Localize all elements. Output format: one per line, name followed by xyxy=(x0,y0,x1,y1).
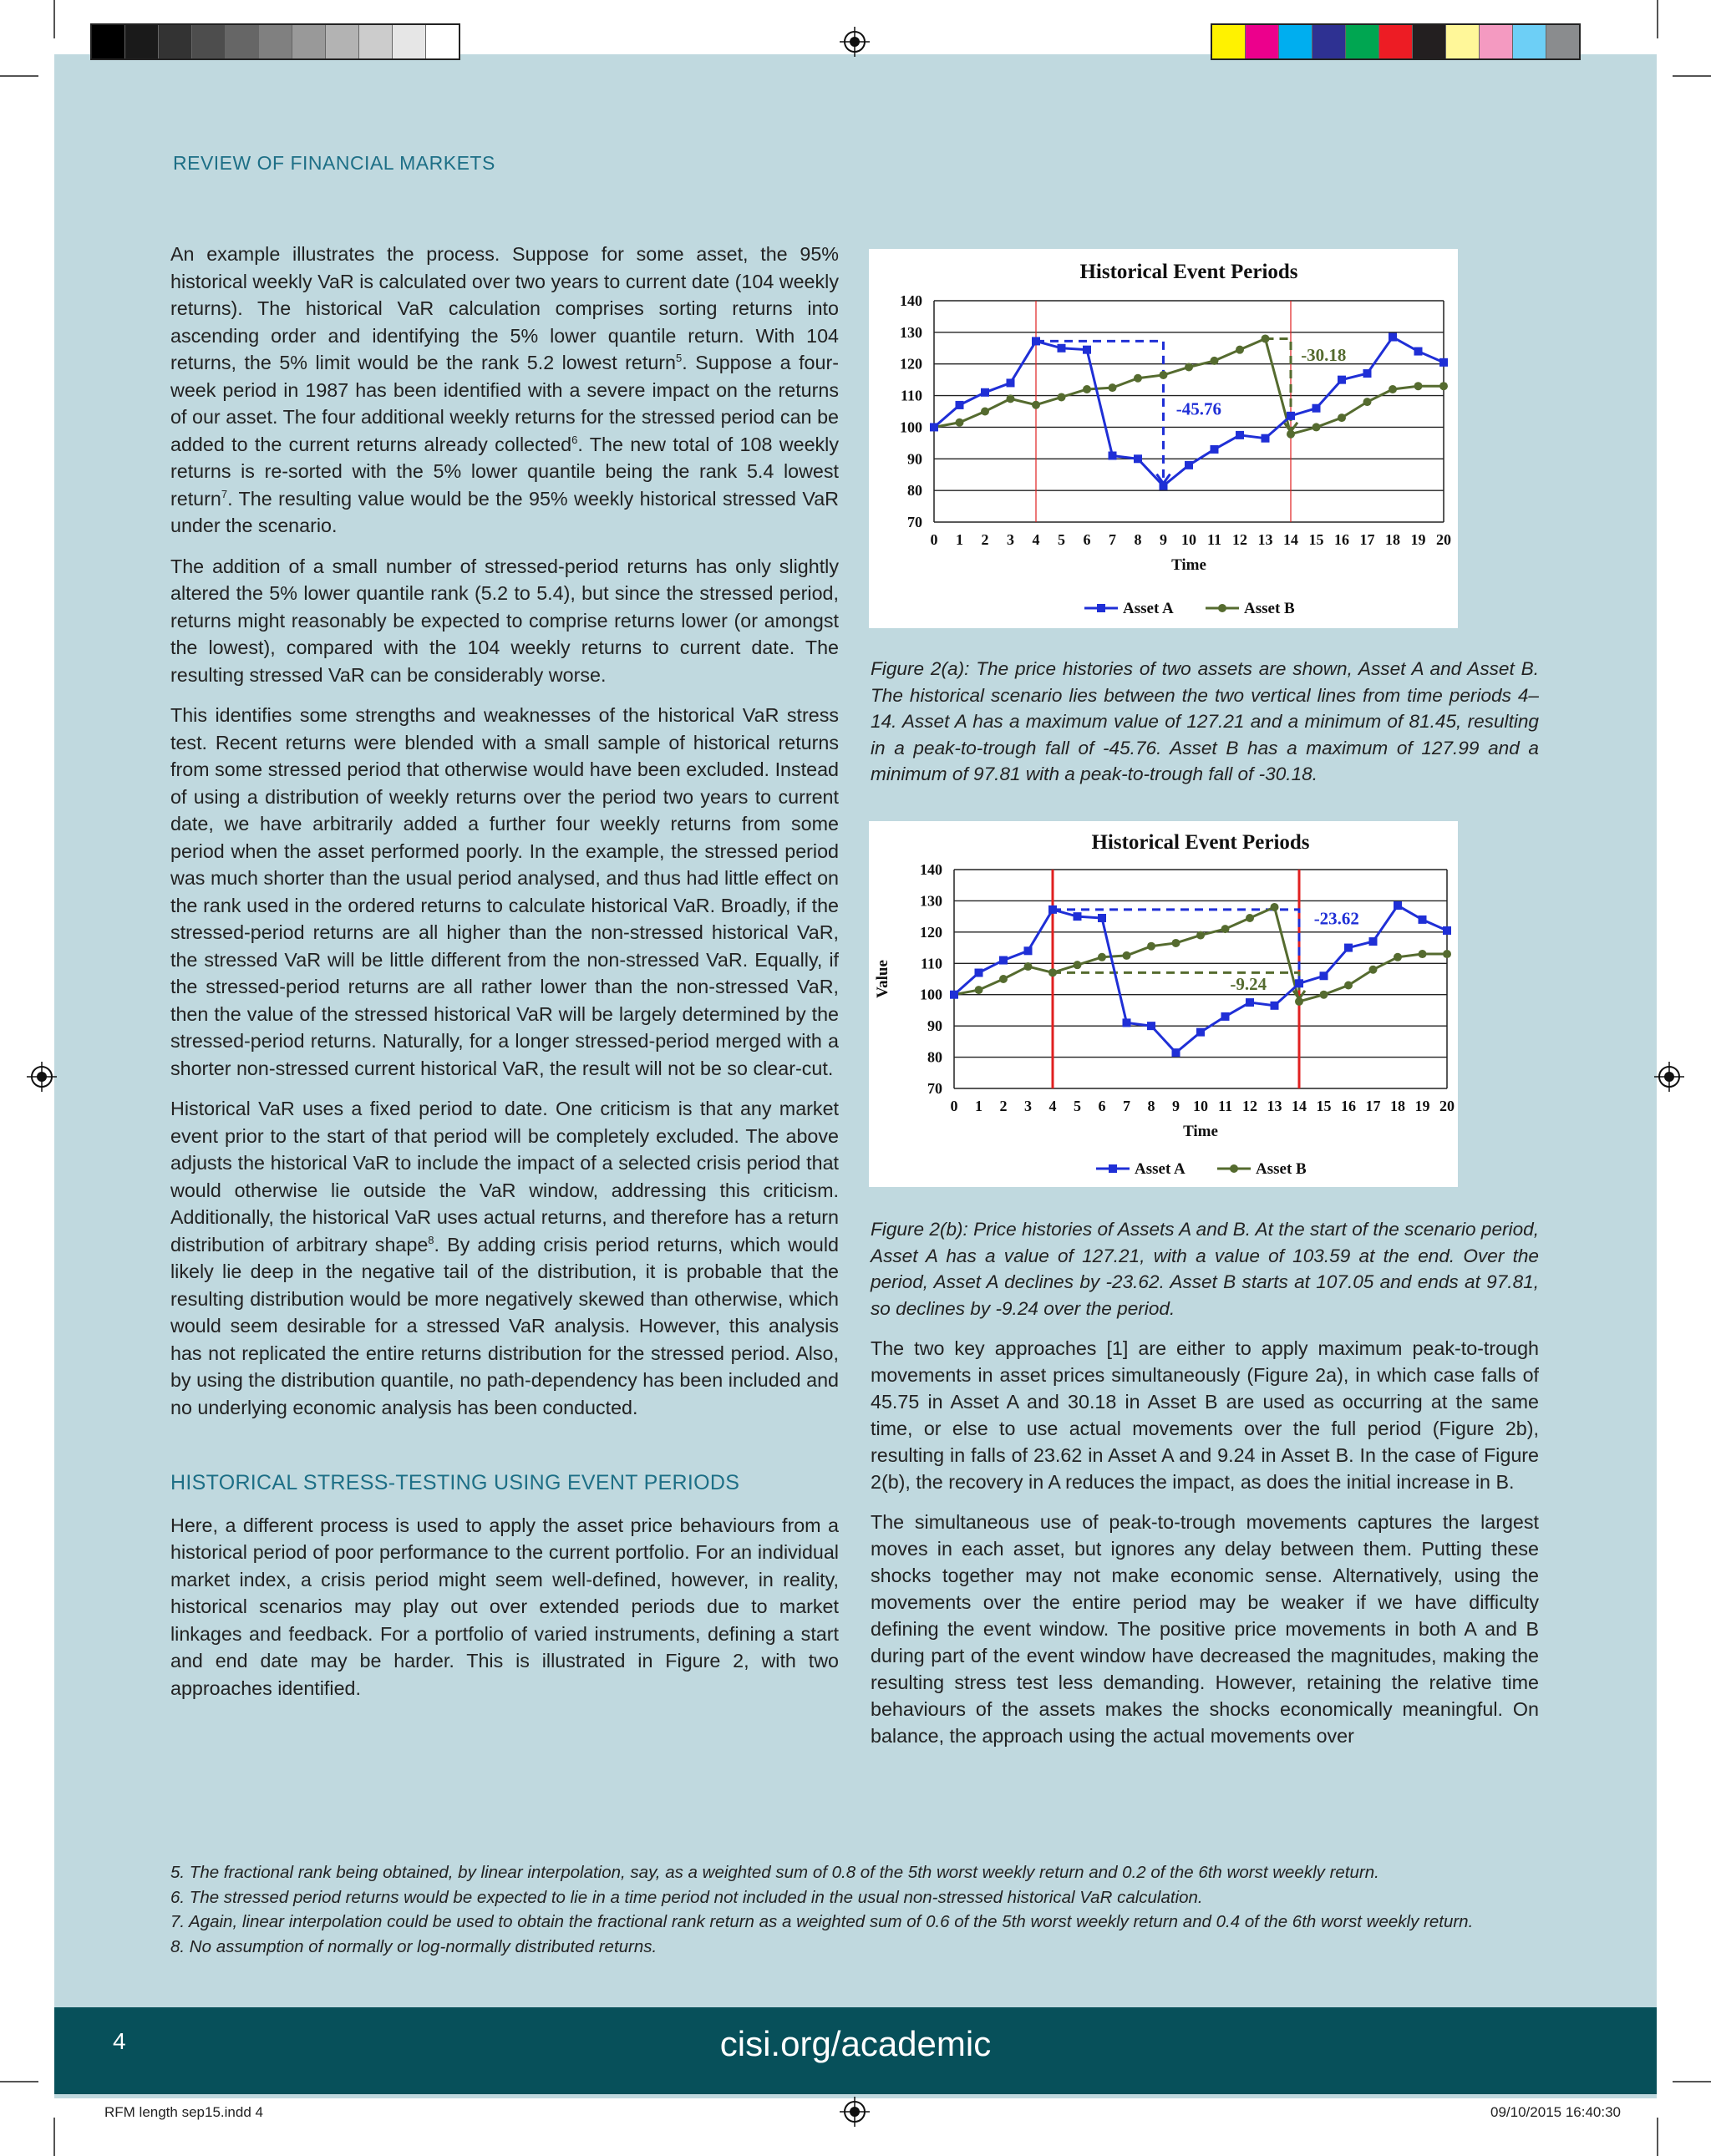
paragraph: This identifies some strengths and weaknesses of the historical VaR stress test. Recent returns were blended with a small sample of historical returns from some stressed period that otherwise would have been excluded. Instead of using a distribution of weekly returns over the period two years to current date, we have arbitrarily added a further four weekly returns from some period when the asset performed poorly. In the example, the stressed period was much shorter than the usual period analysed, and thus had little effect on the rank used in the ordered returns to calculate historical VaR. Broadly, if the stressed-period returns are all higher than the non-stressed historical VaR, the stressed VaR will be little different from the non-stressed VaR. Equally, if the stressed-period returns are all rather lower than the non-stressed VaR, then the value of the stressed historical VaR will be largely determined by the stressed-period returns. Naturally, for a longer stressed-period merged with a shorter non-stressed current historical VaR, the result will not be so clear-cut. xyxy=(170,704,839,1079)
crop-mark xyxy=(1673,75,1711,77)
data-point-asset-a xyxy=(1134,454,1142,463)
data-point-asset-b xyxy=(1312,423,1321,431)
data-point-asset-a xyxy=(975,969,983,977)
x-tick-label: 15 xyxy=(1316,1098,1332,1114)
data-point-asset-a xyxy=(1083,346,1091,354)
crop-mark xyxy=(1657,0,1658,38)
data-point-asset-a xyxy=(1439,358,1448,367)
y-tick-label: 120 xyxy=(900,355,922,373)
crop-mark xyxy=(1657,2118,1658,2156)
crop-mark xyxy=(0,2081,38,2082)
data-point-asset-b xyxy=(1344,981,1353,989)
grayscale-color-bar xyxy=(90,23,460,60)
y-tick-label: 110 xyxy=(900,387,922,404)
data-point-asset-b xyxy=(1196,931,1205,940)
data-point-asset-a xyxy=(1160,482,1168,490)
data-point-asset-b xyxy=(1246,914,1254,922)
data-point-asset-b xyxy=(1147,942,1155,951)
data-point-asset-a xyxy=(1443,926,1451,935)
data-point-asset-b xyxy=(1123,951,1131,960)
footnote: 8. No assumption of normally or log-normally distributed returns. xyxy=(170,1936,657,1956)
y-tick-label: 110 xyxy=(920,955,942,972)
data-point-asset-b xyxy=(975,986,983,994)
left-column xyxy=(170,241,839,1715)
data-point-asset-b xyxy=(1295,997,1303,1006)
x-tick-label: 11 xyxy=(1217,1098,1233,1114)
data-point-asset-b xyxy=(1221,925,1230,933)
data-point-asset-b xyxy=(981,408,989,416)
data-point-asset-b xyxy=(1185,363,1193,372)
x-tick-label: 4 xyxy=(1048,1098,1057,1114)
x-tick-label: 6 xyxy=(1083,531,1091,548)
x-tick-label: 8 xyxy=(1134,531,1142,548)
data-point-asset-a xyxy=(1032,337,1040,345)
data-point-asset-b xyxy=(1098,953,1106,961)
x-tick-label: 12 xyxy=(1232,531,1247,548)
data-point-asset-b xyxy=(1172,939,1180,947)
footnote: 5. The fractional rank being obtained, by linear interpolation, say, as a weighted sum of 0.8 of the 5th worst weekly return and 0.2 of the 6th worst weekly return. xyxy=(170,1863,1379,1882)
chart-svg xyxy=(869,821,1458,1187)
data-point-asset-a xyxy=(1058,344,1066,353)
running-head: REVIEW OF FINANCIAL MARKETS xyxy=(173,152,495,174)
data-point-asset-b xyxy=(956,419,964,427)
data-point-asset-a xyxy=(1211,445,1219,454)
y-tick-label: 80 xyxy=(907,482,922,500)
x-tick-label: 16 xyxy=(1334,531,1349,548)
paragraph: Historical VaR uses a fixed period to date. One criticism is that any market event prior to the start of that period will be completely excluded. The above adjusts the historical VaR to include the impact of a selected crisis period that would otherwise lie outside the VaR window, addressing this criticism. Additionally, the historical VaR uses actual returns, and therefore has a return distribution of arbitrary shape$^8$. By adding crisis period returns, which would likely lie deep in the negative tail of the distribution, it is probable that the resulting distribution would be more negatively skewed than otherwise, which would seem desirable for a stressed VaR analysis. However, this analysis has not replicated the entire returns distribution for the stressed period. Also, by using the distribution quantile, no path-dependency has been included and no underlying economic analysis has been conducted. xyxy=(170,1098,839,1418)
data-point-asset-a xyxy=(1221,1012,1230,1021)
footer-url[interactable]: cisi.org/academic xyxy=(719,2024,992,2063)
data-point-asset-b xyxy=(1320,991,1328,999)
paragraph: The simultaneous use of peak-to-trough movements captures the largest moves in each asset, but ignores any delay between them. Putting these shocks together may not make economic sense. Alternatively, using the movements over the entire period may be weaker if we have difficulty defining the event window. The positive price movements in both A and B during part of the event window have decreased the magnitudes, making the resulting stress test less demanding. However, retaining the relative time behaviours of the assets makes the shocks economically meaningful. On balance, the approach using the actual movements over xyxy=(871,1511,1539,1747)
chart-svg xyxy=(869,249,1458,628)
legend-marker-asset-a xyxy=(1097,604,1105,612)
data-point-asset-a xyxy=(1389,333,1397,342)
figure-2a-caption: Figure 2(a): The price histories of two assets are shown, Asset A and Asset B. The historical scenario lies between the two vertical lines from time periods 4–14. Asset A has a maximum value of 127.21 and a minimum of 81.45, resulting in a peak-to-trough fall of -45.76. Asset B has a maximum of 127.99 and a minimum of 97.81 with a peak-to-trough fall of -30.18. xyxy=(871,658,1539,784)
x-tick-label: 0 xyxy=(930,531,938,548)
registration-mark-icon xyxy=(1654,1062,1684,1092)
figure-2b-chart xyxy=(869,821,1458,1187)
data-point-asset-a xyxy=(1109,452,1117,460)
data-point-asset-b xyxy=(999,975,1008,983)
data-point-asset-a xyxy=(1007,378,1015,387)
data-point-asset-b xyxy=(1439,382,1448,390)
data-point-asset-a xyxy=(1419,916,1427,924)
data-point-asset-b xyxy=(1024,962,1033,971)
annotation-label: -45.76 xyxy=(1175,398,1221,419)
footnote: 7. Again, linear interpolation could be used to obtain the fractional rank return as a weighted sum of 0.6 of the 5th worst weekly return and 0.4 of the 6th worst weekly return. xyxy=(170,1912,1474,1931)
x-tick-label: 17 xyxy=(1365,1098,1381,1114)
crop-mark xyxy=(0,75,38,77)
data-point-asset-a xyxy=(1295,979,1303,987)
data-point-asset-a xyxy=(1074,912,1082,921)
x-tick-label: 7 xyxy=(1109,531,1116,548)
data-point-asset-a xyxy=(1236,431,1244,439)
data-point-asset-a xyxy=(1246,998,1254,1007)
slug-timestamp: 09/10/2015 16:40:30 xyxy=(1490,2104,1621,2120)
data-point-asset-b xyxy=(1262,334,1270,342)
x-tick-label: 4 xyxy=(1032,531,1040,548)
data-point-asset-b xyxy=(1419,950,1427,958)
data-point-asset-b xyxy=(1058,393,1066,401)
x-tick-label: 15 xyxy=(1308,531,1324,548)
process-color-bar xyxy=(1211,23,1581,60)
y-tick-label: 130 xyxy=(900,323,922,341)
x-tick-label: 19 xyxy=(1410,531,1426,548)
registration-mark-icon xyxy=(27,1062,57,1092)
x-tick-label: 3 xyxy=(1024,1098,1032,1114)
data-point-asset-a xyxy=(956,401,964,409)
chart-title: Historical Event Periods xyxy=(1079,261,1298,283)
data-point-asset-a xyxy=(1024,946,1033,955)
x-tick-label: 8 xyxy=(1147,1098,1155,1114)
data-point-asset-a xyxy=(981,388,989,397)
y-tick-label: 140 xyxy=(900,292,922,309)
y-tick-label: 80 xyxy=(927,1048,942,1066)
figure-2a-chart xyxy=(869,249,1458,628)
page-number: 4 xyxy=(113,2028,126,2054)
paragraph: Here, a different process is used to apply the asset price behaviours from a historical period of poor performance to the current portfolio. For an individual market index, a crisis period might seem well-defined, however, in reality, historical scenarios may play out over extended periods due to market linkages and feedback. For a portfolio of varied instruments, defining a start and end date may be harder. This is illustrated in Figure 2, with two approaches identified. xyxy=(170,1514,839,1699)
data-point-asset-b xyxy=(1236,346,1244,354)
legend-marker-asset-a xyxy=(1109,1164,1117,1173)
x-tick-label: 3 xyxy=(1007,531,1014,548)
data-point-asset-a xyxy=(1414,347,1423,356)
crop-mark xyxy=(53,0,55,38)
x-tick-label: 13 xyxy=(1267,1098,1282,1114)
legend-label: Asset B xyxy=(1256,1160,1307,1178)
x-tick-label: 5 xyxy=(1074,1098,1081,1114)
data-point-asset-b xyxy=(1443,950,1451,958)
data-point-asset-b xyxy=(1211,357,1219,365)
data-point-asset-b xyxy=(1083,385,1091,393)
data-point-asset-a xyxy=(1098,914,1106,922)
x-tick-label: 7 xyxy=(1123,1098,1130,1114)
data-point-asset-b xyxy=(1338,413,1346,422)
data-point-asset-b xyxy=(1394,953,1402,961)
x-tick-label: 1 xyxy=(975,1098,982,1114)
data-point-asset-b xyxy=(1160,371,1168,379)
paragraph: The two key approaches [1] are either to apply maximum peak-to-trough movements in asset prices simultaneously (Figure 2a), in which case falls of 45.75 in Asset A and 30.18 in Asset B are used as occurring at the same time, or else to use actual movements over the full period (Figure 2b), resulting in falls of 23.62 in Asset A and 9.24 in Asset B. In the case of Figure 2(b), the recovery in A reduces the impact, as does the initial increase in B. xyxy=(871,1337,1539,1493)
legend-marker-asset-b xyxy=(1218,604,1226,612)
legend-marker-asset-b xyxy=(1230,1164,1238,1173)
x-tick-label: 18 xyxy=(1390,1098,1405,1114)
x-tick-label: 9 xyxy=(1160,531,1167,548)
figure-2b-caption: Figure 2(b): Price histories of Assets A and B. At the start of the scenario period, Asset A has a value of 127.21, with a value of 103.59 at the end. Over the period, Asset A declines by -23.62. Asset B starts at 107.05 and ends at 97.81, so declines by -9.24 over the period. xyxy=(871,1219,1539,1319)
right-column xyxy=(871,1335,1539,1763)
data-point-asset-b xyxy=(1007,394,1015,403)
data-point-asset-a xyxy=(1363,369,1372,378)
footnotes xyxy=(170,1860,1541,1959)
data-point-asset-a xyxy=(1147,1022,1155,1030)
data-point-asset-b xyxy=(1271,903,1279,911)
data-point-asset-a xyxy=(1312,404,1321,413)
data-point-asset-b xyxy=(1369,966,1378,974)
y-tick-label: 100 xyxy=(920,986,942,1003)
data-point-asset-a xyxy=(1394,901,1402,910)
y-tick-label: 90 xyxy=(927,1017,942,1035)
x-tick-label: 9 xyxy=(1172,1098,1180,1114)
footnote: 6. The stressed period returns would be expected to lie in a time period not included in the usual non-stressed historical VaR calculation. xyxy=(170,1887,1203,1907)
x-axis-label: Time xyxy=(1171,556,1206,574)
data-point-asset-b xyxy=(1287,430,1295,439)
x-tick-label: 1 xyxy=(956,531,963,548)
y-tick-label: 100 xyxy=(900,419,922,436)
annotation-label: -9.24 xyxy=(1230,974,1267,995)
data-point-asset-a xyxy=(1338,376,1346,384)
y-tick-label: 70 xyxy=(907,514,922,530)
data-point-asset-a xyxy=(999,956,1008,965)
x-tick-label: 5 xyxy=(1058,531,1065,548)
x-tick-label: 10 xyxy=(1193,1098,1208,1114)
chart-title: Historical Event Periods xyxy=(1091,831,1310,854)
x-tick-label: 0 xyxy=(950,1098,958,1114)
x-tick-label: 13 xyxy=(1257,531,1273,548)
data-point-asset-b xyxy=(1389,385,1397,393)
y-tick-label: 140 xyxy=(920,861,942,878)
legend-label: Asset A xyxy=(1135,1160,1186,1178)
x-tick-label: 2 xyxy=(981,531,989,548)
y-axis-label: Value xyxy=(874,960,891,998)
x-tick-label: 14 xyxy=(1292,1098,1307,1114)
x-tick-label: 10 xyxy=(1181,531,1196,548)
x-tick-label: 14 xyxy=(1283,531,1298,548)
y-tick-label: 120 xyxy=(920,923,942,941)
data-point-asset-b xyxy=(1109,383,1117,392)
data-point-asset-a xyxy=(930,423,938,431)
x-tick-label: 20 xyxy=(1436,531,1451,548)
data-point-asset-b xyxy=(1032,401,1040,409)
crop-mark xyxy=(53,2118,55,2156)
paragraph: An example illustrates the process. Suppose for some asset, the 95% historical weekly VaR is calculated over two years to current date (104 weekly returns). The historical VaR calculation comprises sorting returns into ascending order and identifying the 5% lower quantile return. With 104 returns, the 5% limit would be the rank 5.2 lowest return$^5$. Suppose a four-week period in 1987 has been identified with a severe impact on the returns of our asset. The four additional weekly returns for the stressed period can be added to the current returns already collected$^6$. The new total of 108 weekly returns is re-sorted with the 5% lower quantile being the rank 5.4 lowest return$^7$. The resulting value would be the 95% weekly historical stressed VaR under the scenario. xyxy=(170,243,839,536)
x-tick-label: 19 xyxy=(1414,1098,1430,1114)
x-axis-label: Time xyxy=(1183,1123,1218,1140)
registration-mark-icon xyxy=(840,27,870,57)
crop-mark xyxy=(1673,2081,1711,2082)
y-tick-label: 90 xyxy=(907,450,922,468)
x-tick-label: 6 xyxy=(1098,1098,1106,1114)
data-point-asset-a xyxy=(950,991,958,999)
data-point-asset-a xyxy=(1196,1028,1205,1037)
data-point-asset-b xyxy=(1414,382,1423,390)
y-tick-label: 70 xyxy=(927,1080,942,1097)
data-point-asset-a xyxy=(1344,944,1353,952)
data-point-asset-a xyxy=(1185,461,1193,469)
legend-label: Asset B xyxy=(1244,600,1295,617)
data-point-asset-a xyxy=(1287,412,1295,420)
annotation-label: -23.62 xyxy=(1313,908,1359,929)
data-point-asset-a xyxy=(1369,937,1378,946)
x-tick-label: 12 xyxy=(1242,1098,1257,1114)
x-tick-label: 11 xyxy=(1206,531,1222,548)
data-point-asset-a xyxy=(1271,1002,1279,1010)
x-tick-label: 2 xyxy=(999,1098,1008,1114)
data-point-asset-b xyxy=(1074,961,1082,969)
peak-to-trough-guide xyxy=(1036,341,1164,480)
registration-mark-icon xyxy=(840,2097,870,2127)
slug-file-name: RFM length sep15.indd 4 xyxy=(104,2104,263,2120)
x-tick-label: 18 xyxy=(1385,531,1400,548)
y-tick-label: 130 xyxy=(920,892,942,910)
paragraph: The addition of a small number of stressed-period returns has only slightly altered the 5% lower quantile rank (5.2 to 5.4), but since the stressed period, returns might reasonably be expected to comprise returns lower (or amongst the lowest), compared with the 104 weekly returns to current date. The resulting stressed VaR can be considerably worse. xyxy=(170,555,839,686)
data-point-asset-b xyxy=(1363,398,1372,406)
data-point-asset-b xyxy=(1134,374,1142,383)
data-point-asset-a xyxy=(1048,906,1057,914)
data-point-asset-a xyxy=(1172,1048,1180,1057)
data-point-asset-a xyxy=(1123,1018,1131,1027)
annotation-label: -30.18 xyxy=(1301,344,1347,365)
data-point-asset-a xyxy=(1262,434,1270,443)
data-point-asset-b xyxy=(1048,968,1057,977)
x-tick-label: 20 xyxy=(1439,1098,1455,1114)
x-tick-label: 16 xyxy=(1341,1098,1356,1114)
x-tick-label: 17 xyxy=(1359,531,1375,548)
data-point-asset-a xyxy=(1320,971,1328,980)
legend-label: Asset A xyxy=(1123,600,1174,617)
section-heading: HISTORICAL STRESS-TESTING USING EVENT PERIODS xyxy=(170,1471,740,1494)
